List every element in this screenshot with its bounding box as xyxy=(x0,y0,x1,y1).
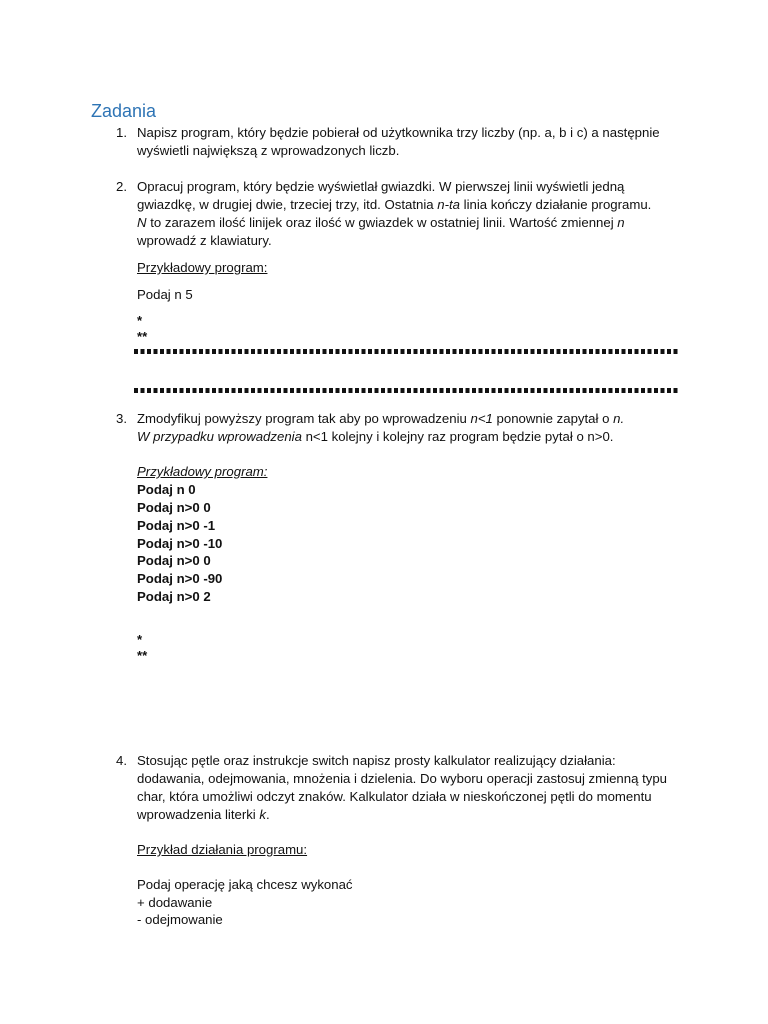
task-1-line-1: Napisz program, który będzie pobierał od użytkownika trzy liczby (np. a, b i c) a następnie xyxy=(137,125,660,140)
task-4-example-label: Przykład działania programu: xyxy=(137,842,308,857)
task-3-example-line: Podaj n>0 0 xyxy=(137,500,211,515)
task-2-example-input: Podaj n 5 xyxy=(137,287,193,302)
task-4-number: 4. xyxy=(116,753,127,768)
task-2-line-2-tail: linia kończy działanie programu. xyxy=(460,197,652,212)
task-3-example-label: Przykładowy program: xyxy=(137,464,268,479)
task-4-line-4-text: wprowadzenia literki xyxy=(137,807,260,822)
task-4-line-4 xyxy=(137,806,270,824)
task-2-number: 2. xyxy=(116,179,127,194)
task-1-number: 1. xyxy=(116,125,127,140)
task-3-line-1-text: Zmodyfikuj powyższy program tak aby po wprowadzeniu xyxy=(137,411,471,426)
task-3-example-line: Podaj n 0 xyxy=(137,482,196,497)
task-3-line-2-text: n<1 kolejny i kolejny raz program będzie pytał o n>0. xyxy=(301,429,614,444)
task-3-example-line: Podaj n>0 2 xyxy=(137,589,211,604)
task-2-star-2: ** xyxy=(137,329,148,344)
task-4-example-line: - odejmowanie xyxy=(137,912,223,927)
task-1-line-2: wyświetli największą z wprowadzonych liczb. xyxy=(137,143,400,158)
task-3-example-line: Podaj n>0 -90 xyxy=(137,571,223,586)
task-3-n-lt-1: n<1 xyxy=(470,411,493,426)
task-3-line-1 xyxy=(137,410,624,428)
task-4-line-4-end: . xyxy=(266,807,270,822)
task-3-line-1-mid: ponownie zapytał o xyxy=(492,411,614,426)
task-2-line-2-text: gwiazdkę, w drugiej dwie, trzeciej trzy, itd. Ostatnia xyxy=(137,197,438,212)
task-2-line-2 xyxy=(137,196,651,214)
task-4-example-line: Podaj operację jaką chcesz wykonać xyxy=(137,877,353,892)
task-4-example-line: + dodawanie xyxy=(137,895,213,910)
dashed-separator-top xyxy=(134,349,678,354)
task-4-line-3: char, która umożliwi odczyt znaków. Kalkulator działa w nieskończonej pętli do momentu xyxy=(137,789,652,804)
task-3-number: 3. xyxy=(116,411,127,426)
task-3-example-line: Podaj n>0 0 xyxy=(137,553,211,568)
dashed-separator-bottom xyxy=(134,388,678,393)
task-2-N: N xyxy=(137,215,147,230)
task-3-star-1: * xyxy=(137,632,143,647)
page-heading: Zadania xyxy=(91,101,157,121)
task-3-example-line: Podaj n>0 -10 xyxy=(137,536,223,551)
task-3-example-line: Podaj n>0 -1 xyxy=(137,518,216,533)
task-3-line-2 xyxy=(137,428,613,446)
task-4-line-1: Stosując pętle oraz instrukcje switch napisz prosty kalkulator realizujący działania: xyxy=(137,753,616,768)
task-2-nta: n-ta xyxy=(437,197,460,212)
task-3-line-2-italic: W przypadku wprowadzenia xyxy=(137,429,302,444)
task-4-line-2: dodawania, odejmowania, mnożenia i dzielenia. Do wyboru operacji zastosuj zmienną typu xyxy=(137,771,667,786)
task-2-example-label: Przykładowy program: xyxy=(137,260,268,275)
task-2-line-3 xyxy=(137,214,625,232)
task-3-star-2: ** xyxy=(137,648,148,663)
task-4-k: k xyxy=(259,807,266,822)
task-2-n: n xyxy=(617,215,625,230)
task-2-line-1: Opracuj program, który będzie wyświetlał gwiazdki. W pierwszej linii wyświetli jedną xyxy=(137,179,625,194)
task-2-line-3-text: to zarazem ilość linijek oraz ilość w gwiazdek w ostatniej linii. Wartość zmiennej xyxy=(146,215,618,230)
task-3-n: n. xyxy=(613,411,625,426)
task-2-line-4: wprowadź z klawiatury. xyxy=(137,233,272,248)
task-2-star-1: * xyxy=(137,313,143,328)
